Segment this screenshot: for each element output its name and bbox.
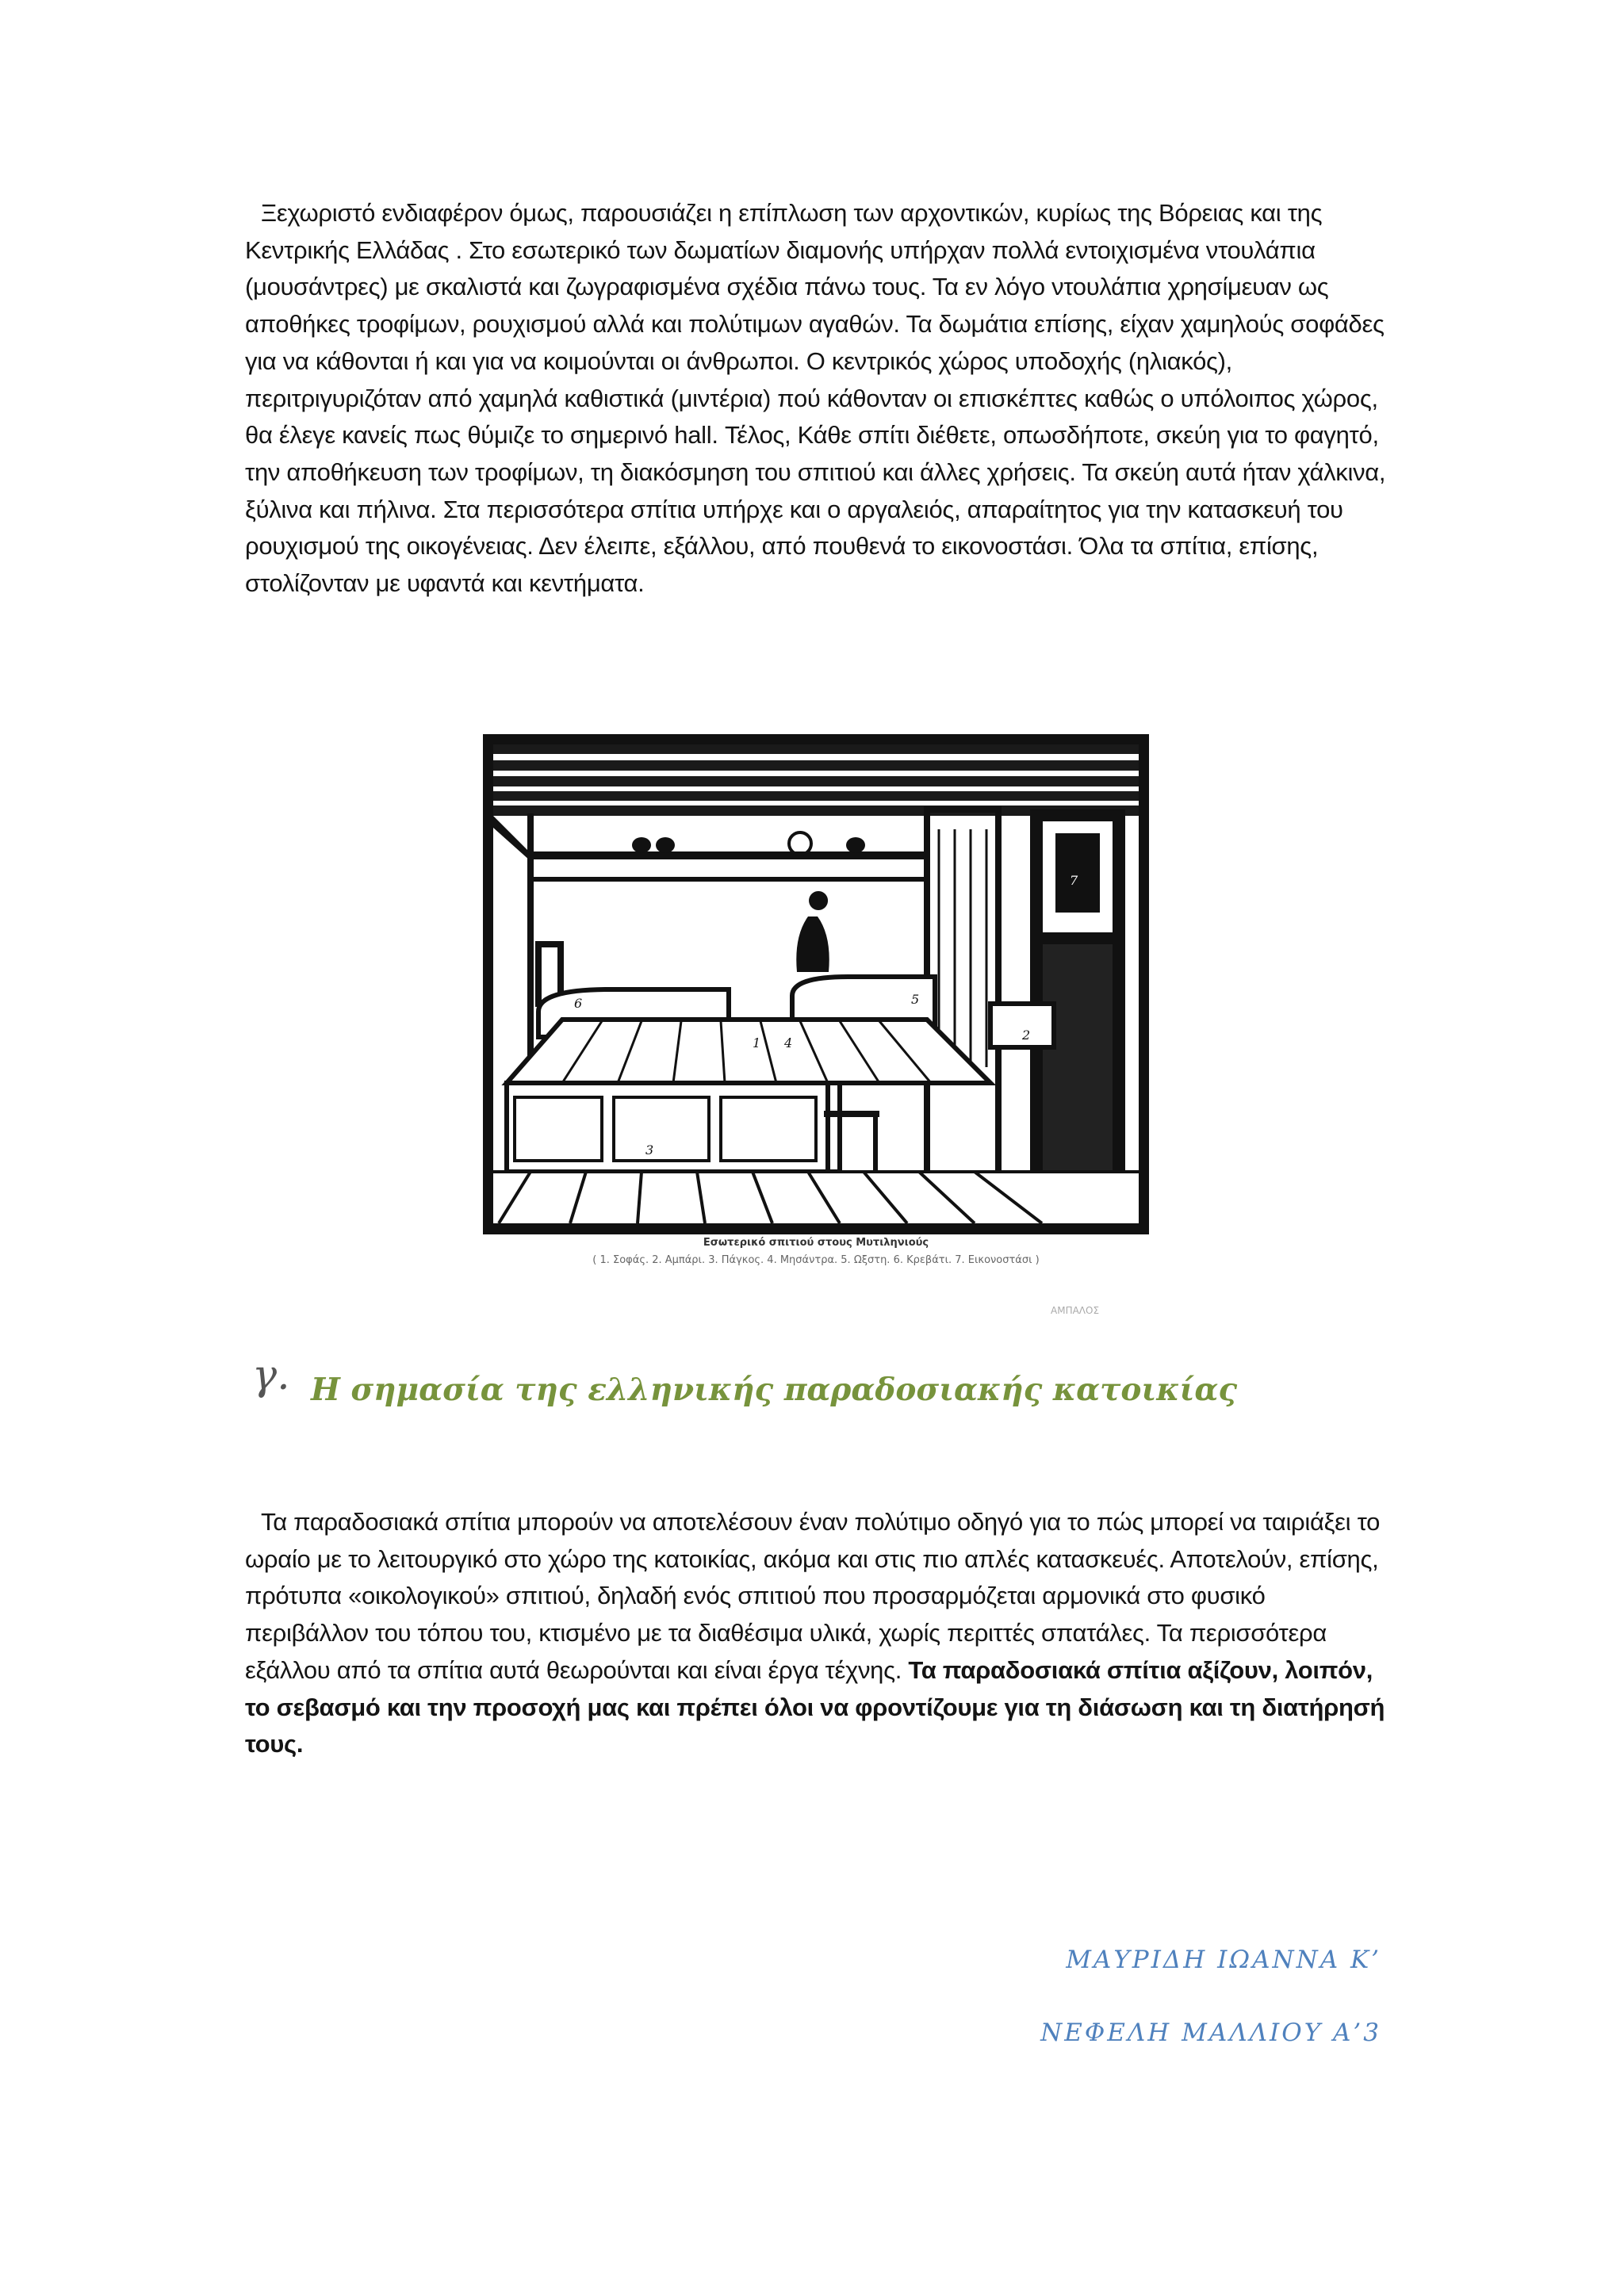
interior-woodcut-illustration bbox=[483, 734, 1149, 1261]
label-1: 1 bbox=[753, 1035, 761, 1050]
paragraph-text: Ξεχωριστό ενδιαφέρον όμως, παρουσιάζει η επίπλωση των αρχοντικών, κυρίως της Βόρειας και της Κεντρικής Ελλάδας . Στο εσωτερικό των δωματίων διαμονής υπήρχαν πολλά εντοιχισμένα ντουλάπια (μουσάντρες) με σκαλιστά και ζωγραφισμένα σχέδια πάνω τους. Τα εν λόγο ντουλάπια χρησίμευαν ως αποθήκες τροφίμων, ρουχισμού αλλά και πολύτιμων αγαθών. Τα δωμάτια επίσης, είχαν χαμηλούς σοφάδες για να κάθονται ή και για να κοιμούνται οι άνθρωποι. Ο κεντρικός χώρος υποδοχής (ηλιακός), περιτριγυριζόταν από χαμηλά καθιστικά (μιντέρια) πού κάθονταν οι επισκέπτες καθώς ο υπόλοιπος χώρος, θα έλεγε κανείς πως θύμιζε το σημερινό hall. Τέλος, Κάθε σπίτι διέθετε, οπωσδήποτε, σκεύη για το φαγητό, την αποθήκευση των τροφίμων, τη διακόσμηση του σπιτιού και άλλες χρήσεις. Τα σκεύη αυτά ήταν χάλκινα, ξύλινα και πήλινα. Στα περισσότερα σπίτια υπήρχε και ο αργαλειός, απαραίτητος για την κατασκευή του ρουχισμού της οικογένειας. Δεν έλειπε, εξάλλου, από πουθενά το εικονοστάσι. Όλα τα σπίτια, επίσης, στολίζονταν με υφαντά και κεντήματα. bbox=[245, 199, 1386, 598]
figure-credit: ΑΜΠΑΛΟΣ bbox=[1051, 1305, 1100, 1316]
label-5: 5 bbox=[911, 992, 920, 1007]
figure-caption-legend: ( 1. Σοφάς. 2. Αμπάρι. 3. Πάγκος. 4. Μησάντρα. 5. Ωξστη. 6. Κρεβάτι. 7. Εικονοστάσι ) bbox=[592, 1254, 1040, 1266]
paragraph-bold-conclusion: Τα παραδοσιακά σπίτια αξίζουν, λοιπόν, το σεβασμό και την προσοχή μας και πρέπει όλοι να φροντίζουμε για τη διάσωση και τη διατήρησή τους. bbox=[245, 1655, 1385, 1758]
figure-caption-title: Εσωτερικό σπιτιού στους Μυτιληνιούς bbox=[703, 1237, 929, 1249]
author-name-1: ΜΑΥΡΙΔΗ ΙΩΑΝΝΑ Κ’ bbox=[1066, 1946, 1381, 1974]
body-paragraph-furnishing bbox=[245, 195, 1387, 603]
label-4: 4 bbox=[784, 1035, 793, 1050]
label-6: 6 bbox=[574, 996, 583, 1011]
label-7: 7 bbox=[1070, 873, 1078, 888]
label-3: 3 bbox=[645, 1142, 654, 1158]
section-heading: Η σημασία της ελληνικής παραδοσιακής κατοικίας bbox=[311, 1372, 1238, 1408]
paragraph-text: Τα παραδοσιακά σπίτια μπορούν να αποτελέσουν έναν πολύτιμο οδηγό για το πώς μπορεί να ταιριάξει το ωραίο με το λειτουργικό στο χώρο της κατοικίας, ακόμα και στις πιο απλές κατασκευές. Αποτελούν, επίσης, πρότυπα «οικολογικού» σπιτιού, δηλαδή ενός σπιτιού που προσαρμόζεται αρμονικά στο φυσικό περιβάλλον του τόπου του, κτισμένο με τα διαθέσιμα υλικά, χωρίς περιττές σπατάλες. Τα περισσότερα εξάλλου από τα σπίτια αυτά θεωρούνται και είναι έργα τέχνης. bbox=[245, 1508, 1381, 1684]
section-marker: γ. bbox=[252, 1352, 290, 1399]
body-paragraph-significance bbox=[245, 1504, 1387, 1763]
author-name-2: ΝΕΦΕΛΗ ΜΑΛΛΙΟΥ Α’3 bbox=[1040, 2019, 1381, 2047]
label-2: 2 bbox=[1022, 1027, 1031, 1043]
